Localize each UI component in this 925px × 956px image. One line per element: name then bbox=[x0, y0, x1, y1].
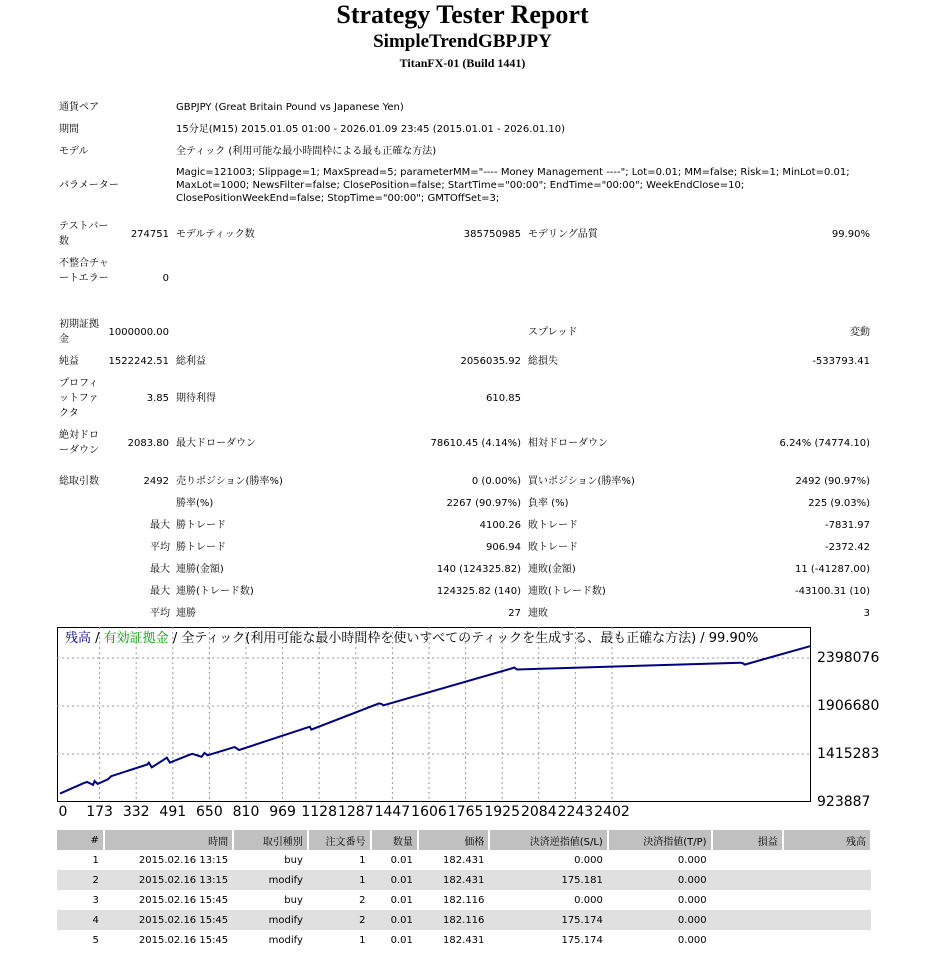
table-cell: modify bbox=[233, 870, 308, 890]
table-cell: 182.431 bbox=[443, 934, 485, 946]
table-cell bbox=[712, 870, 783, 890]
max-cons-losses-value: 11 (-41287.00) bbox=[794, 564, 870, 575]
table-cell: modify bbox=[233, 910, 308, 930]
quality-label: モデリング品質 bbox=[528, 229, 598, 240]
max-cons-count-prefix: 最大 bbox=[150, 586, 170, 597]
table-cell: 2 bbox=[57, 870, 104, 890]
table-cell bbox=[783, 910, 871, 930]
column-header: 数量 bbox=[371, 830, 418, 850]
table-row bbox=[57, 930, 871, 950]
bars-label: テストバー数 bbox=[59, 221, 109, 247]
avg-cons-losses-value: 3 bbox=[863, 608, 870, 619]
table-cell: 2015.02.16 13:15 bbox=[104, 870, 233, 890]
expected-payoff-value: 610.85 bbox=[486, 393, 521, 404]
legend-equity: 有効証拠金 bbox=[103, 631, 169, 646]
avg-loss-label: 敗トレード bbox=[528, 542, 578, 553]
max-cons-profit-label: 連勝(トレード数) bbox=[176, 586, 254, 597]
average-prefix: 平均 bbox=[150, 542, 170, 553]
y-tick-label: 1415283 bbox=[817, 746, 880, 762]
avg-cons-wins-value: 27 bbox=[508, 608, 521, 619]
table-cell: modify bbox=[268, 934, 303, 946]
short-positions-value: 0 (0.00%) bbox=[471, 476, 521, 487]
table-cell bbox=[712, 910, 783, 930]
max-cons-wins-value: 140 (124325.82) bbox=[436, 564, 521, 575]
avg-cons-prefix: 平均 bbox=[150, 608, 170, 619]
x-tick-label: 810 bbox=[232, 804, 260, 820]
x-tick-label: 2243 bbox=[557, 804, 594, 820]
long-positions-value: 2492 (90.97%) bbox=[795, 476, 870, 487]
win-rate-label: 勝率(%) bbox=[176, 498, 214, 509]
table-cell: 1 bbox=[92, 854, 99, 866]
avg-cons-losses-label: 連敗 bbox=[528, 608, 548, 619]
table-cell: 0.000 bbox=[677, 934, 707, 946]
profit-factor-label: プロフィットファクタ bbox=[59, 378, 99, 419]
column-header: 注文番号 bbox=[308, 830, 371, 850]
table-cell: 2015.02.16 15:45 bbox=[138, 934, 229, 946]
table-cell: 175.181 bbox=[489, 870, 607, 890]
trades-header-row bbox=[57, 830, 871, 850]
ticks-label: モデルティック数 bbox=[176, 229, 255, 240]
rel-drawdown-label: 相対ドローダウン bbox=[528, 438, 608, 449]
x-tick-label: 650 bbox=[196, 804, 223, 820]
x-tick-label: 1606 bbox=[411, 804, 447, 820]
server-build: TitanFX-01 (Build 1441) bbox=[399, 56, 526, 70]
x-tick-label: 1925 bbox=[484, 804, 520, 820]
table-cell: 2015.02.16 15:45 bbox=[138, 894, 229, 906]
profit-factor-value: 3.85 bbox=[146, 393, 169, 404]
table-cell: 0.01 bbox=[390, 894, 413, 906]
max-drawdown-value: 78610.45 (4.14%) bbox=[430, 438, 521, 449]
y-tick-label: 2398076 bbox=[817, 650, 880, 666]
table-cell: 175.174 bbox=[489, 910, 607, 930]
mismatch-label: 不整合チャートエラー bbox=[59, 258, 109, 284]
gross-loss-label: 総損失 bbox=[528, 356, 558, 367]
x-tick-label: 1287 bbox=[337, 804, 374, 820]
table-cell: 1 bbox=[359, 934, 366, 946]
report-title: Strategy Tester Report bbox=[336, 0, 589, 29]
spread-value: 変動 bbox=[850, 327, 870, 338]
table-cell: 0.01 bbox=[371, 910, 418, 930]
table-row bbox=[57, 910, 871, 930]
max-drawdown-label: 最大ドローダウン bbox=[176, 438, 256, 449]
max-cons-profit-value: 124325.82 (140) bbox=[436, 586, 521, 597]
symbol-label: 通貨ペア bbox=[59, 102, 99, 113]
table-cell: 0.01 bbox=[371, 870, 418, 890]
model-label: モデル bbox=[59, 146, 89, 157]
table-row bbox=[57, 870, 871, 890]
abs-drawdown-value: 2083.80 bbox=[127, 438, 169, 449]
table-cell: 1 bbox=[359, 854, 366, 866]
table-row bbox=[57, 850, 871, 870]
abs-drawdown-label: 絶対ドローダウン bbox=[59, 430, 99, 456]
table-cell bbox=[783, 870, 871, 890]
largest-win-value: 4100.26 bbox=[479, 520, 521, 531]
avg-win-label: 勝トレード bbox=[176, 542, 226, 553]
max-cons-prefix: 最大 bbox=[150, 564, 170, 575]
max-cons-loss-value: -43100.31 (10) bbox=[794, 586, 870, 597]
column-header: 価格 bbox=[418, 830, 490, 850]
table-cell: 4 bbox=[57, 910, 104, 930]
avg-win-value: 906.94 bbox=[486, 542, 521, 553]
win-rate-value: 2267 (90.97%) bbox=[446, 498, 521, 509]
x-tick-label: 0 bbox=[58, 804, 68, 820]
rel-drawdown-value: 6.24% (74774.10) bbox=[779, 438, 870, 449]
table-cell: 5 bbox=[92, 934, 99, 946]
total-trades-value: 2492 bbox=[143, 476, 169, 487]
legend-separator: / bbox=[91, 631, 104, 646]
column-header: 損益 bbox=[712, 830, 783, 850]
balance-chart bbox=[57, 627, 872, 822]
largest-prefix: 最大 bbox=[150, 520, 170, 531]
quality-value: 99.90% bbox=[831, 229, 870, 240]
x-tick-label: 1447 bbox=[374, 804, 411, 820]
x-tick-label: 969 bbox=[269, 804, 296, 820]
max-cons-wins-label: 連勝(金額) bbox=[176, 564, 224, 575]
x-tick-label: 1128 bbox=[301, 804, 337, 820]
loss-rate-value: 225 (9.03%) bbox=[808, 498, 870, 509]
table-cell: 0.000 bbox=[608, 910, 712, 930]
symbol-value: GBPJPY (Great Britain Pound vs Japanese Yen) bbox=[176, 102, 404, 113]
largest-win-label: 勝トレード bbox=[176, 520, 226, 531]
table-cell bbox=[783, 850, 871, 870]
column-header: 取引種別 bbox=[233, 830, 308, 850]
table-cell: 2015.02.16 15:45 bbox=[104, 910, 233, 930]
table-cell: 182.116 bbox=[443, 894, 485, 906]
column-header: # bbox=[57, 830, 104, 850]
ticks-value: 385750985 bbox=[463, 229, 521, 240]
chart-grid bbox=[57, 627, 811, 802]
model-value: 全ティック (利用可能な最小時間枠による最も正確な方法) bbox=[176, 146, 437, 157]
table-cell: 0.000 bbox=[574, 854, 603, 866]
loss-rate-label: 負率 (%) bbox=[528, 498, 569, 509]
max-cons-losses-label: 連敗(金額) bbox=[528, 564, 576, 575]
largest-loss-value: -7831.97 bbox=[825, 520, 870, 531]
trades-table bbox=[57, 830, 872, 950]
legend-description: / 全ティック(利用可能な最小時間枠を使いすべてのティックを生成する、最も正確な方法) / 99.90% bbox=[168, 631, 759, 646]
column-header: 時間 bbox=[104, 830, 233, 850]
mismatch-value: 0 bbox=[162, 273, 169, 284]
params-value: Magic=121003; Slippage=1; MaxSpread=5; parameterMM="---- Money Management ----"; Lot=0.01; MM=false; Risk=1; MinLot=0.01; MaxLot=1000; NewsFilter=false; ClosePosition=false; StartTime="00:00"; EndTime="00:00"; WeekEndClose=10; ClosePositionWeekEnd=false; StopTime="00:00"; GMTOffSet=3; bbox=[176, 167, 850, 204]
table-cell bbox=[712, 930, 783, 950]
params-label: パラメーター bbox=[59, 180, 119, 191]
table-cell bbox=[712, 850, 783, 870]
table-cell: 182.116 bbox=[418, 910, 490, 930]
table-cell: 1 bbox=[308, 870, 371, 890]
deposit-value: 1000000.00 bbox=[108, 327, 169, 338]
table-cell: 2 bbox=[308, 910, 371, 930]
table-row bbox=[57, 890, 871, 910]
deposit-label: 初期証拠金 bbox=[59, 319, 99, 345]
table-cell: buy bbox=[284, 894, 303, 906]
x-tick-label: 1765 bbox=[447, 804, 484, 820]
table-cell: 0.000 bbox=[677, 894, 707, 906]
x-tick-label: 2084 bbox=[520, 804, 557, 820]
column-header: 決済逆指値(S/L) bbox=[489, 830, 607, 850]
table-cell: 182.431 bbox=[418, 870, 490, 890]
table-cell: 175.174 bbox=[561, 934, 603, 946]
table-cell: buy bbox=[284, 854, 303, 866]
avg-cons-wins-label: 連勝 bbox=[176, 608, 196, 619]
net-profit-label: 純益 bbox=[59, 356, 79, 367]
gross-profit-value: 2056035.92 bbox=[460, 356, 521, 367]
ea-name: SimpleTrendGBPJPY bbox=[373, 31, 552, 52]
table-cell: 182.431 bbox=[443, 854, 485, 866]
x-tick-label: 2402 bbox=[594, 804, 630, 820]
table-cell: 0.000 bbox=[574, 894, 603, 906]
table-cell bbox=[712, 890, 783, 910]
table-cell: 0.01 bbox=[390, 854, 413, 866]
long-positions-label: 買いポジション(勝率%) bbox=[528, 476, 635, 487]
total-trades-label: 総取引数 bbox=[59, 476, 99, 487]
avg-loss-value: -2372.42 bbox=[825, 542, 870, 553]
table-cell bbox=[783, 890, 871, 910]
bars-value: 274751 bbox=[130, 229, 169, 240]
column-header: 決済指値(T/P) bbox=[608, 830, 712, 850]
y-tick-label: 1906680 bbox=[817, 698, 880, 714]
y-tick-label: 923887 bbox=[817, 794, 871, 810]
gross-loss-value: -533793.41 bbox=[812, 356, 870, 367]
table-cell: 2015.02.16 13:15 bbox=[138, 854, 229, 866]
chart-frame bbox=[58, 628, 811, 802]
gross-profit-label: 総利益 bbox=[176, 356, 206, 367]
table-cell: 0.000 bbox=[677, 854, 707, 866]
chart-legend bbox=[65, 630, 758, 648]
short-positions-label: 売りポジション(勝率%) bbox=[176, 476, 283, 487]
table-cell: 3 bbox=[92, 894, 99, 906]
period-label: 期間 bbox=[59, 124, 79, 135]
max-cons-loss-label: 連敗(トレード数) bbox=[528, 586, 606, 597]
table-cell: 2 bbox=[359, 894, 366, 906]
table-cell bbox=[783, 930, 871, 950]
largest-loss-label: 敗トレード bbox=[528, 520, 578, 531]
table-cell: 0.01 bbox=[390, 934, 413, 946]
x-tick-label: 491 bbox=[159, 804, 187, 820]
spread-label: スプレッド bbox=[528, 327, 578, 338]
x-tick-label: 332 bbox=[122, 804, 150, 820]
legend-balance: 残高 bbox=[65, 631, 92, 646]
expected-payoff-label: 期待利得 bbox=[176, 393, 216, 404]
table-cell: 0.000 bbox=[608, 870, 712, 890]
net-profit-value: 1522242.51 bbox=[108, 356, 169, 367]
column-header: 残高 bbox=[783, 830, 871, 850]
x-tick-label: 173 bbox=[86, 804, 113, 820]
period-value: 15分足(M15) 2015.01.05 01:00 - 2026.01.09 23:45 (2015.01.01 - 2026.01.10) bbox=[176, 124, 565, 135]
